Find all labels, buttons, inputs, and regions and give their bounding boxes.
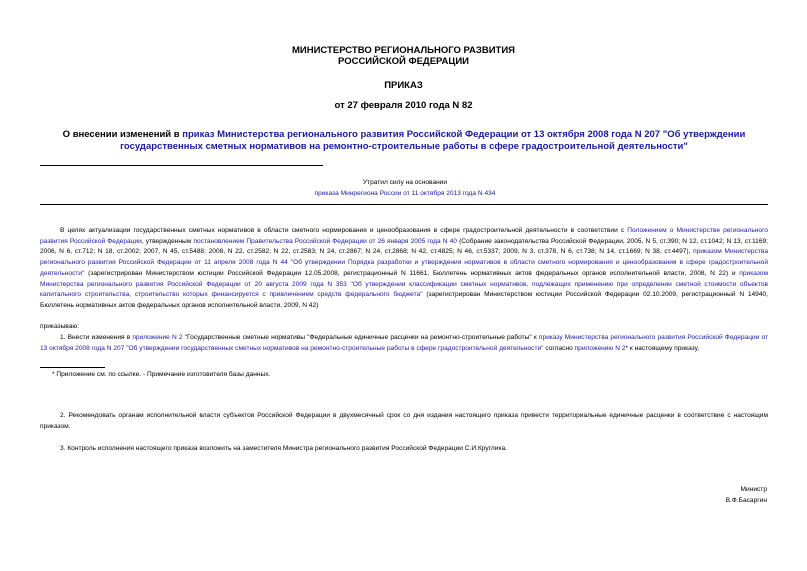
preamble-text-4: (зарегистрирован Министерством юстиции Российской Федерации 12.05.2008, регистрационный N 11661, Бюллетень нормативных актов федеральных органов исполнительной власти, 2008, N 22) и [84,269,740,277]
repeal-note [80,177,730,199]
item-1-text-3: к [531,334,539,341]
signature-block [726,485,767,506]
ministry-line-2: РОССИЙСКОЙ ФЕДЕРАЦИИ [337,56,469,67]
item-1-text-2: "Государственные сметные нормативы "Федеральные единичные расценки на ремонтно-строительные работы" [182,334,532,341]
item-1-link-appendix[interactable]: приложение N 2 [132,334,183,341]
ministry-line-1: МИНИСТЕРСТВО РЕГИОНАЛЬНОГО РАЗВИТИЯ [292,45,515,56]
footnote: * Приложение см. по ссылке. - Примечание изготовителя базы данных. [52,371,271,378]
title-divider [40,165,323,166]
preamble-link-resolution[interactable]: постановлением Правительства Российской Федерации от 26 января 2005 года N 40 [193,237,457,245]
doc-date-number: от 27 февраля 2010 года N 82 [334,100,473,111]
preamble-link-regulation[interactable]: Положением о Министерстве регионального развития Российской Федерации [40,227,768,245]
title-link[interactable]: приказ Министерства регионального развития Российской Федерации от 13 октября 2008 года N 207 "Об утверждении государственных сметных нормативов на ремонтно-строительные работы в сфере градостроительной деятельности" [120,129,746,152]
item-1-text-5: * к настоящему приказу. [625,344,700,352]
repeal-link[interactable]: приказа Минрегиона России от 11 октября 2013 года N 434 [314,190,496,197]
doc-title [40,129,768,153]
preamble-link-order-353[interactable]: приказом Министерства регионального развития Российской Федерации от 20 августа 2009 года N 353 "Об утверждении классификации сметных нормативов, подлежащих применению при определении сметной стоимости объектов капитального строительства, строительство которых финансируется с привлечением средств федерального бюджета" [40,269,768,299]
doc-type: ПРИКАЗ [384,80,423,91]
signature-position: Министр [740,486,767,493]
ministry-name [0,45,807,67]
item-1-paragraph [40,333,768,354]
item-2-paragraph: 2. Рекомендовать органам исполнительной власти субъектов Российской Федерации в двухмесячный срок со дня издания настоящего приказа привести территориальные единичные расценки в соответствие с настоящим приказом. [40,412,768,430]
order-word: приказываю: [40,323,80,330]
item-1-text-1: 1. Внести изменения в [60,334,133,341]
preamble-text-2: , утвержденным [141,237,194,245]
title-prefix: О внесении изменений в [62,129,183,140]
footnote-divider [40,367,105,368]
preamble-text-1: В целях актуализации государственных сметных нормативов в области сметного нормирования и ценообразования в сфере градостроительной деятельности в соответствии с [60,227,628,234]
preamble-text-5: (зарегистрирован Министерством юстиции Российской Федерации 02.10.2009, регистрационный N 14940, Бюллетень нормативных актов федеральных органов исполнительной власти, 2009, N 42) [40,291,769,309]
signature-name: В.Ф.Басаргин [725,496,767,504]
repeal-divider [40,204,768,205]
item-3-paragraph: 3. Контроль исполнения настоящего приказа возложить на заместителя Министра регионального развития Российской Федерации С.И.Круглика. [60,445,507,452]
item-1-link-appendix-2[interactable]: приложению N 2 [574,344,626,352]
preamble-paragraph [40,226,768,312]
item-1-link-order-207[interactable]: приказу Министерства регионального развития Российской Федерации от 13 октября 2008 года N 207 "Об утверждении государственных сметных нормативов на ремонтно-строительные работы в сфере градостроительной деятельности" [40,334,769,352]
preamble-text-3: (Собрание законодательства Российской Федерации, 2005, N 5, ст.390; N 12, ст.1042; N 13, ст.1169; 2006, N 6, ст.712; N 18, ст.2002; 2007, N 45, ст.5488; 2008, N 22, ст.2582; N 22, ст.2583; N 24, ст.2867; N 24, ст.2868; N 42, ст.4825; N 46, ст.5337; 2009, N 3, ст.378, N 6, ст.738; N 14, ст.1669; N 38, ст.4497), [40,237,769,256]
preamble-link-order-44[interactable]: приказом Министерства регионального развития Российской Федерации от 11 апреля 2008 года N 44 "Об утверждении Порядка разработки и утверждения нормативов в области сметного нормирования и ценообразования в сфере градостроительной деятельности" [40,248,768,277]
repeal-text: Утратил силу на основании [362,179,448,186]
item-1-text-4: согласно [543,344,575,352]
